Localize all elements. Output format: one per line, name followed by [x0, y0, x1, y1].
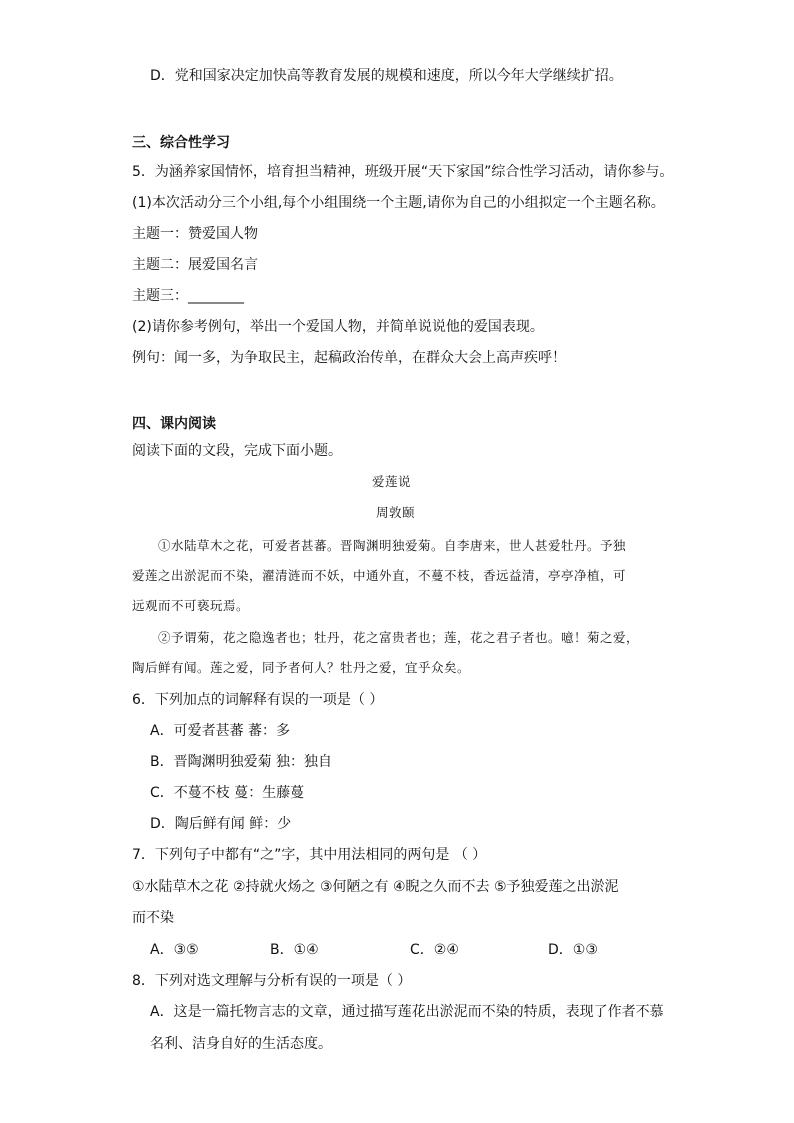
passage-p1-line2: 爱莲之出淤泥而不染，濯清涟而不妖，中通外直，不蔓不枝，香远益清，亭亭净植，可	[132, 568, 627, 583]
section-3-heading: 三、综合性学习	[132, 135, 230, 151]
question-7-option-d: D．①③	[548, 942, 598, 958]
question-7-sentences-line1: ①水陆草木之花 ②持就火炀之 ③何陋之有 ④睨之久而不去 ⑤予独爱莲之出淤泥	[132, 879, 619, 895]
question-8-stem: 8．下列对选文理解与分析有误的一项是（ ）	[132, 973, 412, 989]
question-6-option-a: A．可爱者甚蕃 蕃：多	[150, 723, 291, 739]
question-7-stem: 7．下列句子中都有“之”字，其中用法相同的两句是 （ ）	[132, 847, 487, 863]
passage-p2-line1: ②予谓菊，花之隐逸者也；牡丹，花之富贵者也；莲，花之君子者也。噫！菊之爱，	[158, 630, 640, 645]
passage-p2-line2: 陶后鲜有闻。莲之爱，同予者何人？牡丹之爱，宜乎众矣。	[132, 660, 471, 675]
question-8-option-a-line2: 名利、洁身自好的生活态度。	[150, 1036, 332, 1052]
question-6-stem: 6．下列加点的词解释有误的一项是（ ）	[132, 692, 384, 708]
question-5-part-1: (1)本次活动分三个小组,每个小组围绕一个主题,请你为自己的小组拟定一个主题名称。	[132, 195, 665, 211]
question-6-option-d: D．陶后鲜有闻 鲜：少	[150, 816, 292, 832]
question-5-part-2: (2)请你参考例句，举出一个爱国人物，并简单说说他的爱国表现。	[132, 319, 544, 335]
theme-3-blank: 主题三：________	[132, 288, 244, 304]
question-6-option-c: C．不蔓不枝 蔓：生藤蔓	[150, 785, 305, 801]
example-sentence: 例句：闻一多，为争取民主，起稿政治传单，在群众大会上高声疾呼！	[132, 350, 566, 366]
passage-p1-line1: ①水陆草木之花，可爱者甚蕃。晋陶渊明独爱菊。自李唐来，世人甚爱牡丹。予独	[158, 538, 627, 553]
reading-instruction: 阅读下面的文段，完成下面小题。	[132, 443, 342, 459]
question-8-option-a-line1: A．这是一篇托物言志的文章，通过描写莲花出淤泥而不染的特质，表现了作者不慕	[150, 1004, 664, 1020]
question-5-stem: 5．为涵养家国情怀，培育担当精神，班级开展“天下家国”综合性学习活动，请你参与。	[132, 164, 674, 180]
question-7-option-c: C．②④	[410, 942, 459, 958]
question-7-sentences-line2: 而不染	[132, 910, 174, 926]
prev-option-d: D．党和国家决定加快高等教育发展的规模和速度，所以今年大学继续扩招。	[150, 68, 623, 84]
theme-1: 主题一：赞爱国人物	[132, 226, 258, 242]
passage-author: 周敦颐	[376, 505, 416, 520]
passage-p1-line3: 远观而不可亵玩焉。	[132, 598, 250, 613]
section-4-heading: 四、课内阅读	[132, 416, 216, 432]
question-7-option-a: A．③⑤	[150, 942, 199, 958]
passage-title: 爱莲说	[372, 474, 412, 489]
theme-2: 主题二：展爱国名言	[132, 257, 258, 273]
question-6-option-b: B．晋陶渊明独爱菊 独：独自	[150, 754, 333, 770]
question-7-option-b: B．①④	[270, 942, 319, 958]
